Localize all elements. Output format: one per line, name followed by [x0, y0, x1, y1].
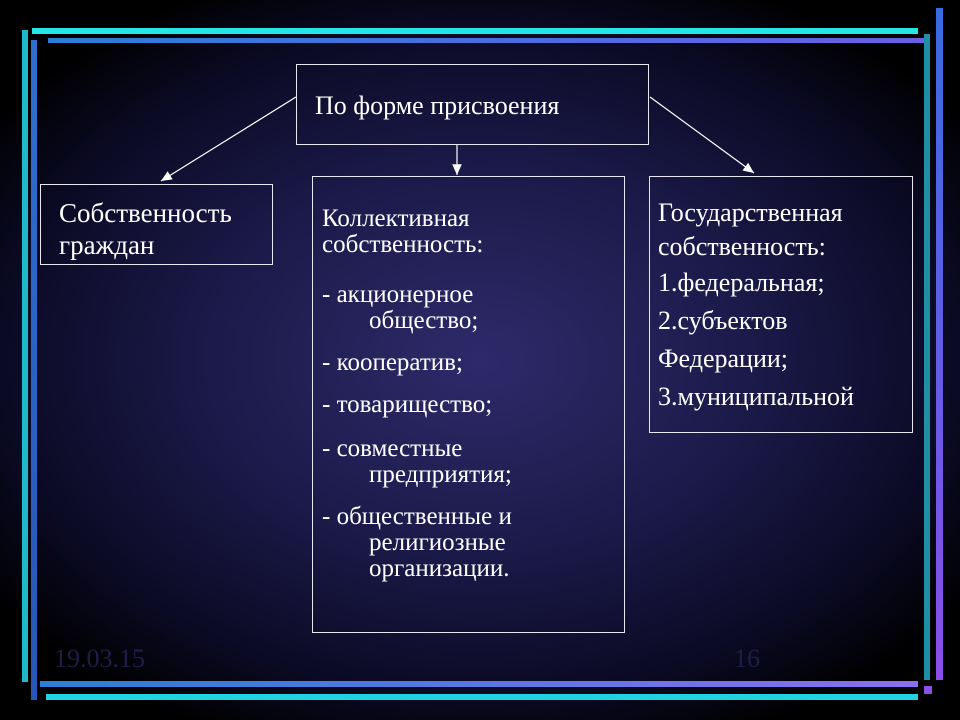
root-box — [296, 64, 649, 145]
center-list-item — [322, 436, 618, 488]
right-line: 2.субъектов — [658, 306, 788, 335]
item-first-line: - общественные и — [322, 503, 512, 530]
left-box-text — [59, 197, 232, 261]
right-box-text — [658, 196, 854, 416]
item-continuation: предприятия; — [369, 461, 512, 488]
item-first-line: - кооператив; — [322, 349, 463, 376]
item-first-line: - акционерное — [322, 281, 474, 308]
center-list-item — [322, 392, 618, 418]
right-box — [649, 176, 913, 433]
root-title: По форме присвоения — [315, 91, 560, 120]
right-line: Государственная — [658, 198, 843, 227]
right-line: 1.федеральная; — [658, 268, 825, 297]
arrow-to-left — [161, 97, 296, 181]
item-first-line: - товарищество; — [322, 391, 493, 418]
right-line: Федерации; — [658, 344, 789, 373]
item-first-line: - совместные — [322, 435, 463, 462]
left-box — [40, 184, 273, 265]
left-line: граждан — [59, 230, 155, 260]
center-box — [312, 176, 625, 633]
footer-date: 19.03.15 — [54, 644, 145, 673]
right-line: 3.муниципальной — [658, 382, 854, 411]
center-heading-line: собственность: — [322, 231, 484, 258]
center-heading-line: Коллективная — [322, 205, 470, 232]
arrow-to-right — [650, 97, 754, 173]
footer-page-number: 16 — [734, 644, 760, 673]
item-continuation: общество; — [369, 307, 479, 334]
left-line: Собственность — [59, 198, 232, 228]
center-list-item — [322, 282, 618, 334]
right-line: собственность: — [658, 232, 826, 261]
item-continuation: религиозные организации. — [369, 529, 510, 582]
center-list-item — [322, 504, 618, 582]
center-list-item — [322, 350, 618, 376]
center-box-text — [322, 206, 618, 582]
